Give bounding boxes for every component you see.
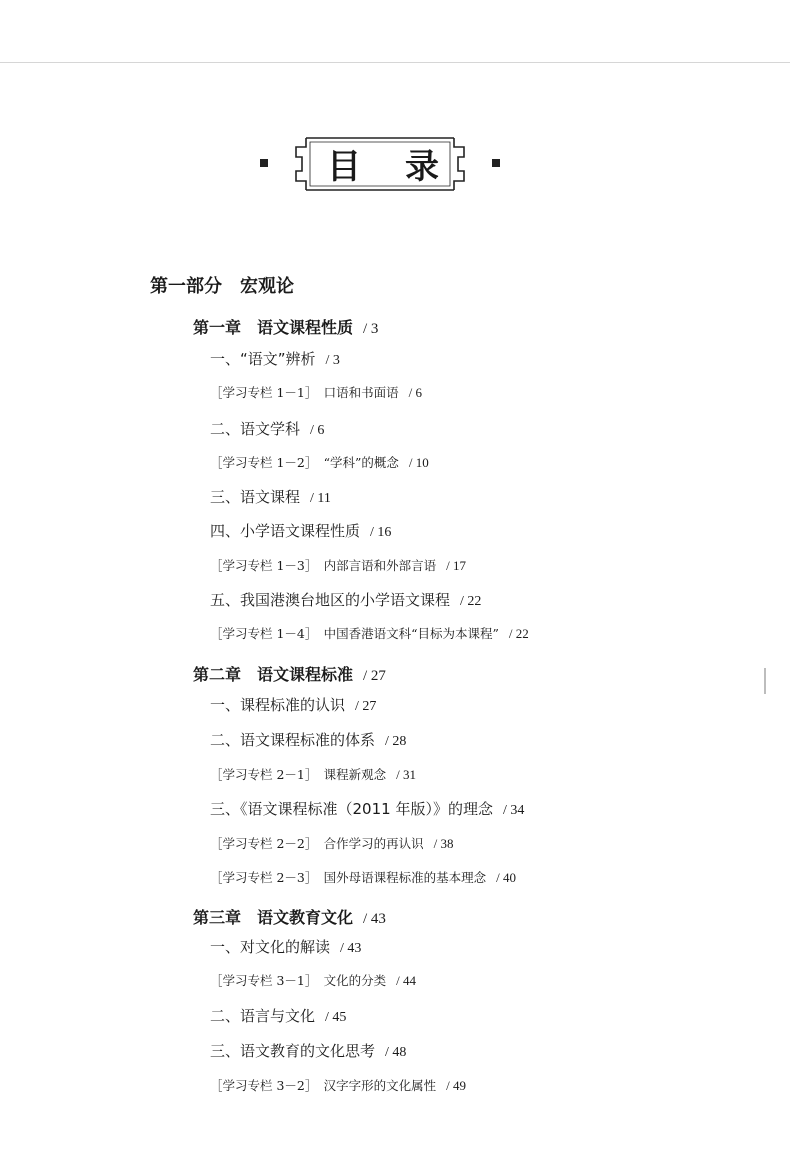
toc-study-column[interactable]: ［学习专栏 1－4］ 中国香港语文科“目标为本课程” / 22: [210, 626, 529, 641]
left-square-ornament: [260, 159, 268, 167]
toc-study-column[interactable]: ［学习专栏 1－1］ 口语和书面语 / 6: [210, 385, 423, 400]
toc-section[interactable]: 三、语文课程 / 11: [210, 488, 331, 506]
toc-title: [314, 139, 452, 187]
toc-chapter[interactable]: 第一章 语文课程性质 / 3: [193, 318, 379, 337]
toc-study-column[interactable]: ［学习专栏 3－1］ 文化的分类 / 44: [210, 973, 417, 988]
toc-section[interactable]: 三、语文教育的文化思考 / 48: [210, 1042, 407, 1060]
toc-chapter[interactable]: 第三章 语文教育文化 / 43: [193, 908, 386, 927]
toc-section[interactable]: 一、对文化的解读 / 43: [210, 938, 362, 956]
toc-study-column[interactable]: ［学习专栏 2－2］ 合作学习的再认识 / 38: [210, 836, 454, 851]
part-heading: [150, 272, 294, 298]
toc-section[interactable]: 二、语文课程标准的体系 / 28: [210, 731, 407, 749]
toc-title-block: [252, 135, 508, 193]
toc-section[interactable]: 一、“语文”辨析 / 3: [210, 350, 340, 368]
toc-section[interactable]: 三、《语文课程标准（2011 年版）》的理念 / 34: [210, 800, 525, 818]
toc-section[interactable]: 二、语文学科 / 6: [210, 420, 325, 438]
toc-section[interactable]: 五、我国港澳台地区的小学语文课程 / 22: [210, 591, 482, 609]
toc-study-column[interactable]: ［学习专栏 1－2］ “学科”的概念 / 10: [210, 455, 429, 470]
toc-study-column[interactable]: ［学习专栏 3－2］ 汉字字形的文化属性 / 49: [210, 1078, 467, 1093]
toc-section[interactable]: 四、小学语文课程性质 / 16: [210, 522, 392, 540]
toc-study-column[interactable]: ［学习专栏 2－1］ 课程新观念 / 31: [210, 767, 417, 782]
toc-title-char-1: 目: [327, 146, 361, 187]
part-title: 宏观论: [240, 276, 294, 297]
margin-mark: [764, 668, 766, 694]
toc-study-column[interactable]: ［学习专栏 2－3］ 国外母语课程标准的基本理念 / 40: [210, 870, 517, 885]
toc-study-column[interactable]: ［学习专栏 1－3］ 内部言语和外部言语 / 17: [210, 558, 467, 573]
header-rule: [0, 62, 790, 63]
toc-section[interactable]: 一、课程标准的认识 / 27: [210, 696, 377, 714]
toc-section[interactable]: 二、语言与文化 / 45: [210, 1007, 347, 1025]
part-label: 第一部分: [150, 276, 222, 297]
toc-title-char-2: 录: [405, 146, 439, 187]
toc-chapter[interactable]: 第二章 语文课程标准 / 27: [193, 665, 386, 684]
right-square-ornament: [492, 159, 500, 167]
